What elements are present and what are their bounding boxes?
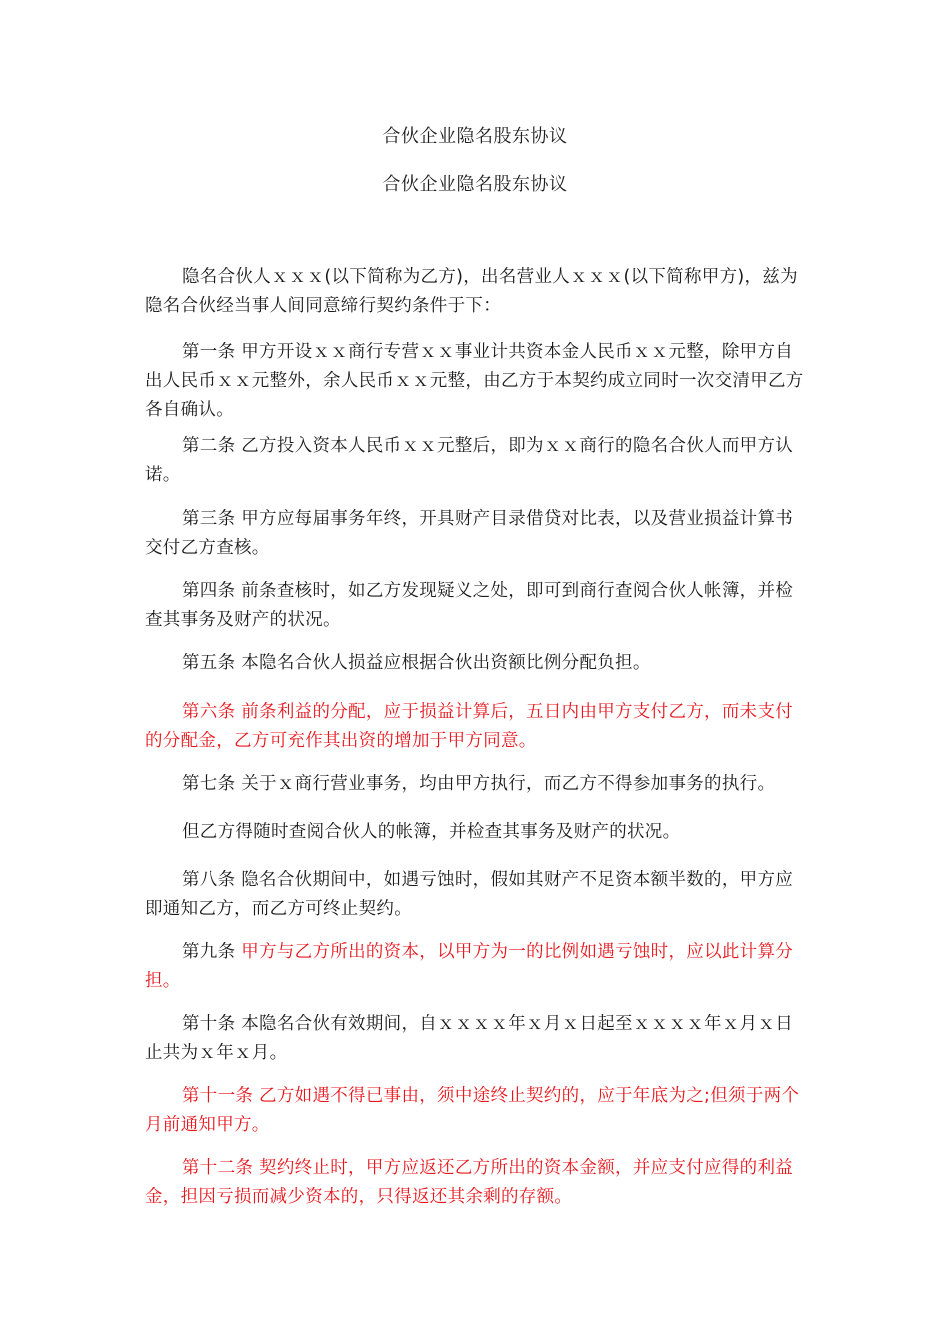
intro-paragraph: 隐名合伙人ｘｘｘ(以下简称为乙方)，出名营业人ｘｘｘ(以下简称甲方)，兹为隐名合伙经当事人间同意缔行契约条件于下： [145, 267, 798, 316]
article-6: 第六条 前条利益的分配，应于损益计算后，五日内由甲方支付乙方，而未支付的分配金，乙方可充作其出资的增加于甲方同意。 [145, 702, 794, 751]
article-3: 第三条 甲方应每届事务年终，开具财产目录借贷对比表，以及营业损益计算书交付乙方查核。 [145, 509, 794, 558]
article-9-heading: 第九条 [182, 942, 242, 962]
article-7-continued: 但乙方得随时查阅合伙人的帐簿，并检查其事务及财产的状况。 [182, 822, 681, 842]
article-1: 第一条 甲方开设ｘｘ商行专营ｘｘ事业计共资本金人民币ｘｘ元整，除甲方自出人民币ｘｘ元整外，余人民币ｘｘ元整，由乙方于本契约成立同时一次交清甲乙方各自确认。 [145, 342, 804, 420]
article-7: 第七条 关于ｘ商行营业事务，均由甲方执行，而乙方不得参加事务的执行。 [182, 774, 776, 794]
article-9 [145, 938, 810, 996]
article-10: 第十条 本隐名合伙有效期间，自ｘｘｘｘ年ｘ月ｘ日起至ｘｘｘｘ年ｘ月ｘ日止共为ｘ年ｘ月。 [145, 1014, 794, 1063]
article-9-text: 甲方与乙方所出的资本，以甲方为一的比例如遇亏蚀时，应以此计算分担。 [145, 942, 794, 991]
article-5: 第五条 本隐名合伙人损益应根据合伙出资额比例分配负担。 [182, 653, 651, 673]
article-8: 第八条 隐名合伙期间中，如遇亏蚀时，假如其财产不足资本额半数的，甲方应即通知乙方，而乙方可终止契约。 [145, 870, 794, 919]
article-2: 第二条 乙方投入资本人民币ｘｘ元整后，即为ｘｘ商行的隐名合伙人而甲方认诺。 [145, 436, 794, 485]
document-title: 合伙企业隐名股东协议 [382, 126, 568, 147]
document-subtitle: 合伙企业隐名股东协议 [382, 174, 568, 195]
article-4: 第四条 前条查核时，如乙方发现疑义之处，即可到商行查阅合伙人帐簿，并检查其事务及财产的状况。 [145, 581, 794, 630]
article-12: 第十二条 契约终止时，甲方应返还乙方所出的资本金额，并应支付应得的利益金，担因亏损而减少资本的，只得返还其余剩的存额。 [145, 1158, 794, 1207]
article-11: 第十一条 乙方如遇不得已事由，须中途终止契约的，应于年底为之;但须于两个月前通知甲方。 [145, 1086, 800, 1135]
